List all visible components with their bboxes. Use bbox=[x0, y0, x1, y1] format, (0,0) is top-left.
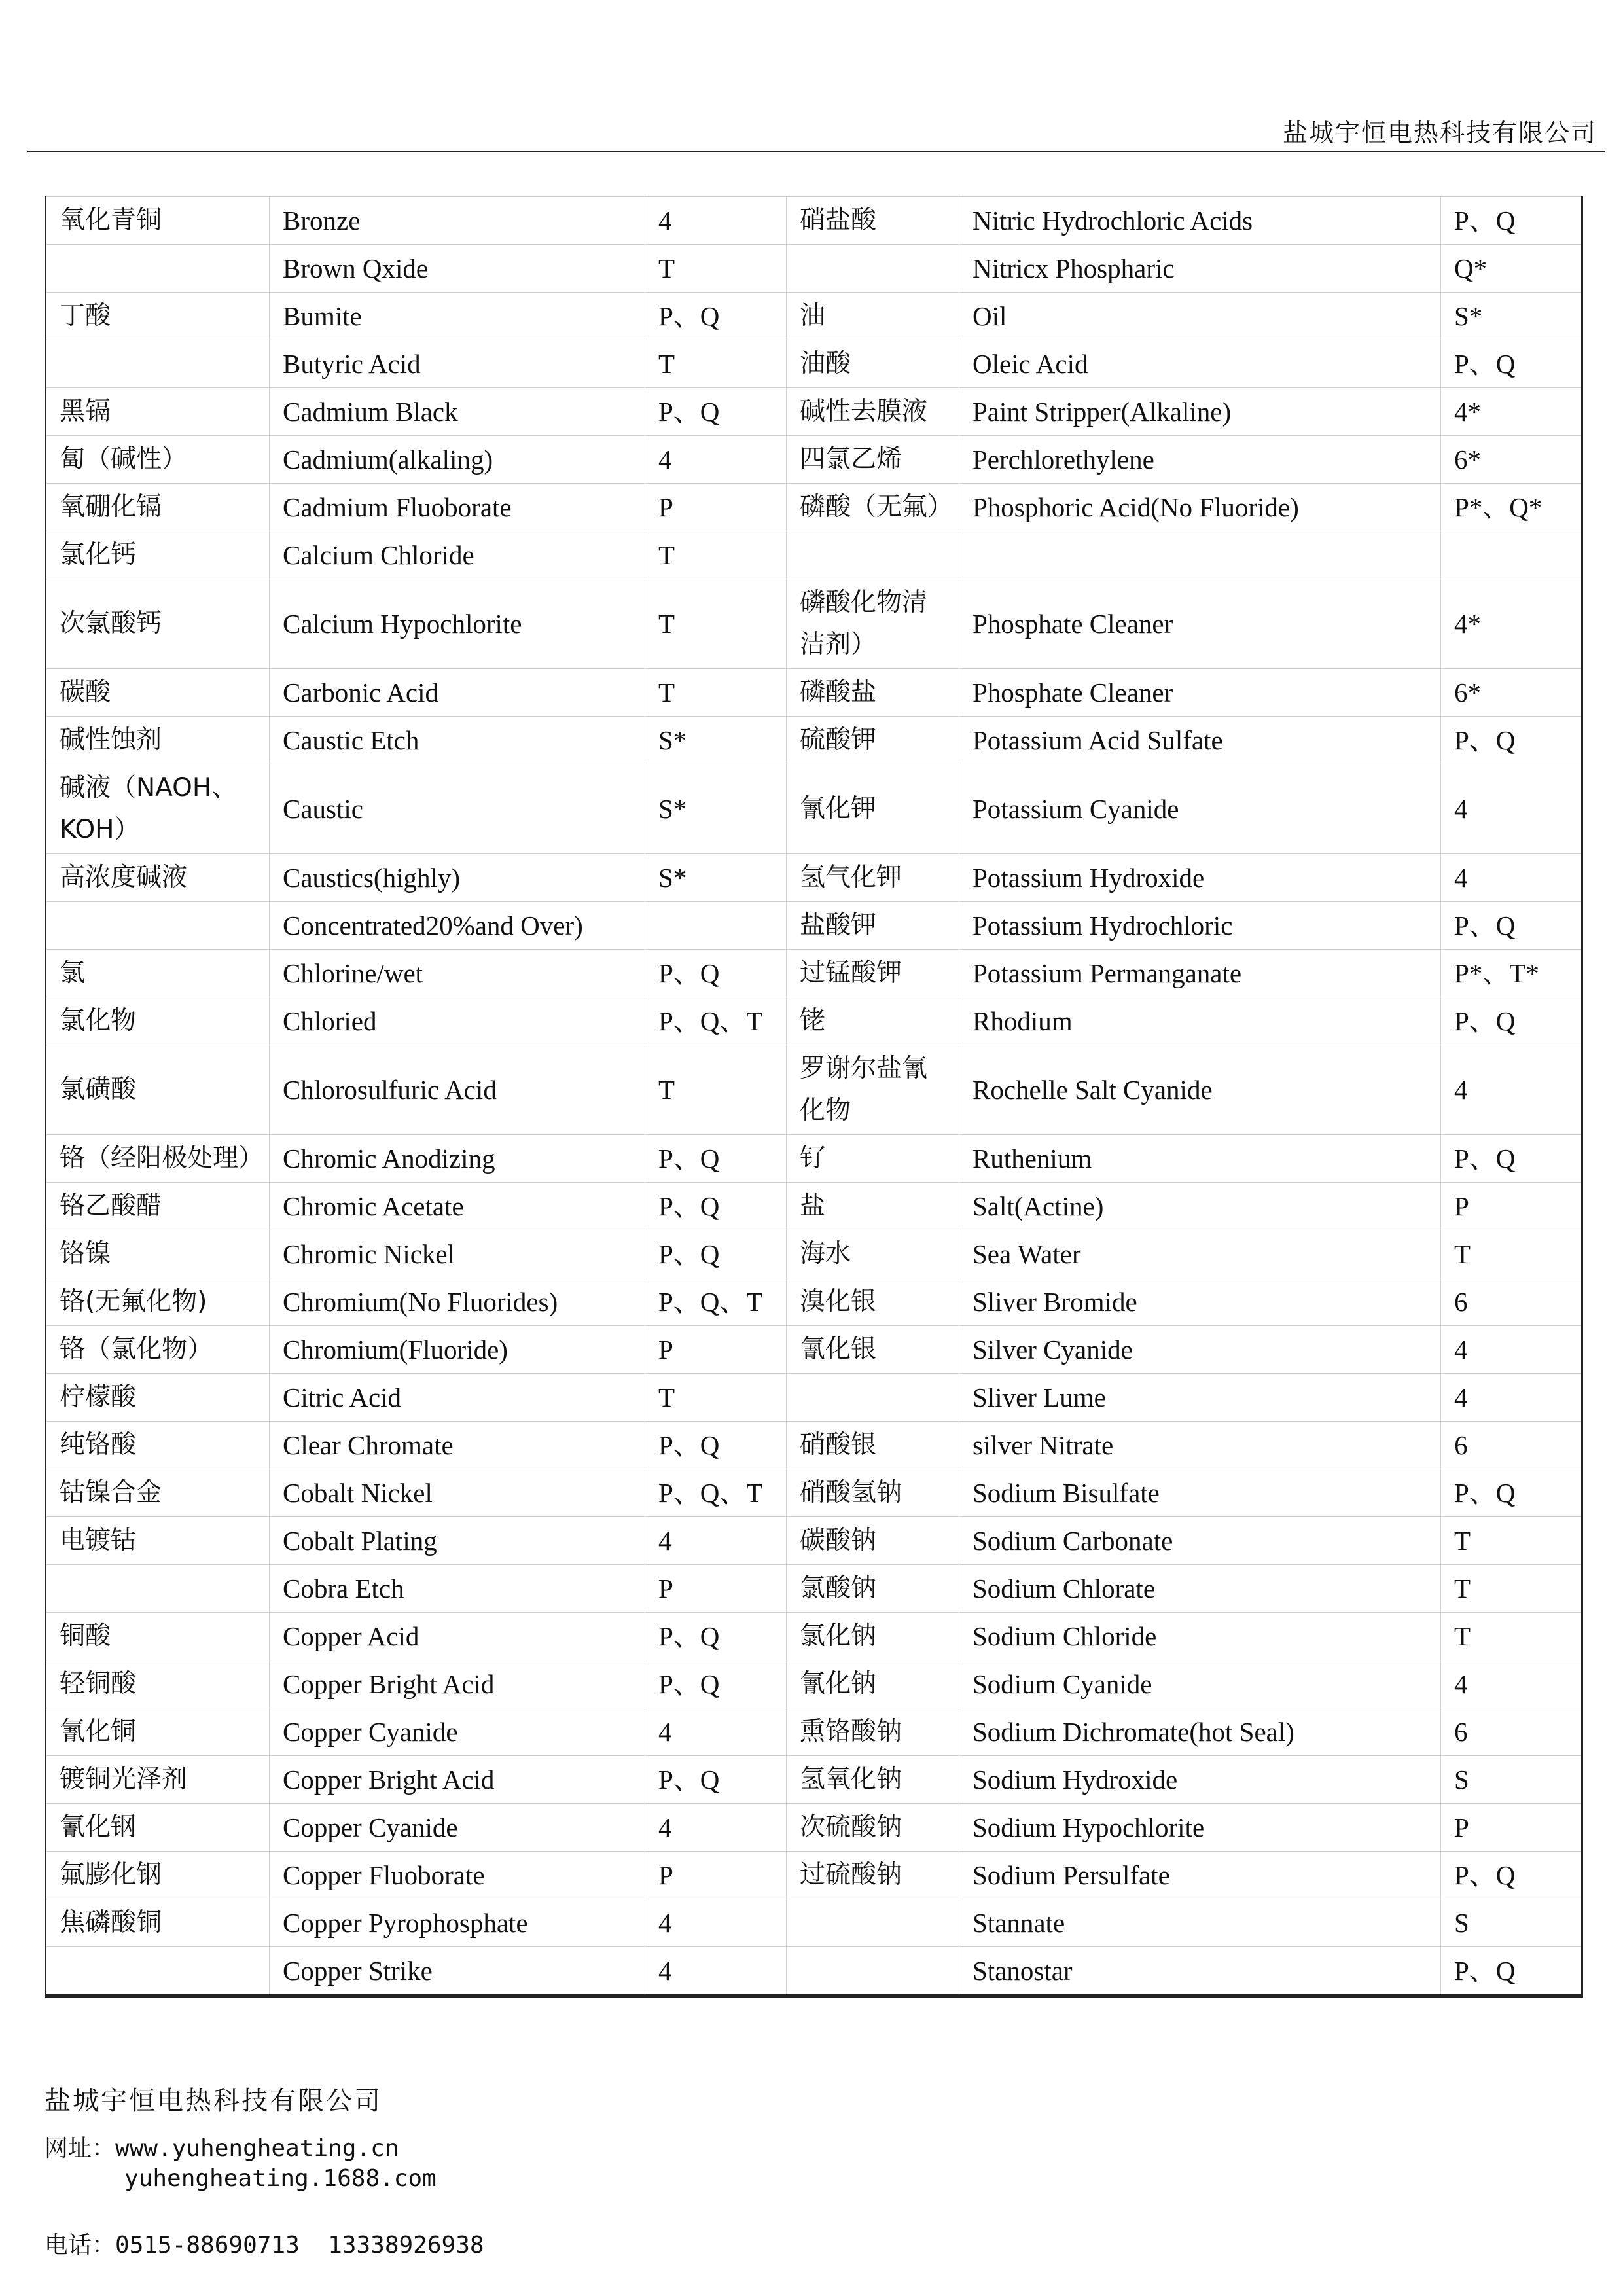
rating-left-cell: P bbox=[645, 484, 787, 531]
english-name-left-cell: Copper Bright Acid bbox=[270, 1756, 645, 1804]
english-name-right-cell: Rochelle Salt Cyanide bbox=[959, 1045, 1441, 1135]
english-name-right-cell: Potassium Acid Sulfate bbox=[959, 717, 1441, 764]
english-name-right-cell: Stanostar bbox=[959, 1947, 1441, 1996]
chinese-name-left-cell: 黑镉 bbox=[46, 388, 270, 436]
chinese-name-right-cell bbox=[787, 1899, 959, 1947]
rating-left-cell: P、Q、T bbox=[645, 1469, 787, 1517]
english-name-right-cell: Sliver Lume bbox=[959, 1374, 1441, 1422]
chinese-name-right-cell: 过锰酸钾 bbox=[787, 950, 959, 997]
english-name-right-cell: Sodium Bisulfate bbox=[959, 1469, 1441, 1517]
english-name-left-cell: Chromic Nickel bbox=[270, 1230, 645, 1278]
english-name-left-cell: Brown Qxide bbox=[270, 245, 645, 293]
rating-right-cell: S bbox=[1441, 1756, 1582, 1804]
chinese-name-left-cell bbox=[46, 1947, 270, 1996]
rating-right-cell: P、Q bbox=[1441, 997, 1582, 1045]
chinese-name-left-cell: 氟膨化钢 bbox=[46, 1852, 270, 1899]
table-row bbox=[46, 669, 1582, 717]
rating-right-cell: S bbox=[1441, 1899, 1582, 1947]
table-row bbox=[46, 484, 1582, 531]
chinese-name-left-cell: 铬（氯化物） bbox=[46, 1326, 270, 1374]
table-row bbox=[46, 902, 1582, 950]
table-row bbox=[46, 1517, 1582, 1565]
english-name-left-cell: Cadmium Fluoborate bbox=[270, 484, 645, 531]
english-name-left-cell: Calcium Chloride bbox=[270, 531, 645, 579]
rating-right-cell: P bbox=[1441, 1183, 1582, 1230]
chinese-name-right-cell bbox=[787, 1947, 959, 1996]
chinese-name-right-cell: 氯酸钠 bbox=[787, 1565, 959, 1613]
english-name-left-cell: Clear Chromate bbox=[270, 1422, 645, 1469]
chinese-name-left-cell: 铬乙酸醋 bbox=[46, 1183, 270, 1230]
english-name-left-cell: Caustic Etch bbox=[270, 717, 645, 764]
english-name-right-cell: Sliver Bromide bbox=[959, 1278, 1441, 1326]
english-name-right-cell: Sodium Cyanide bbox=[959, 1660, 1441, 1708]
chinese-name-left-cell: 铬镍 bbox=[46, 1230, 270, 1278]
english-name-right-cell: Potassium Cyanide bbox=[959, 764, 1441, 854]
rating-right-cell: 6 bbox=[1441, 1708, 1582, 1756]
english-name-left-cell: Copper Cyanide bbox=[270, 1804, 645, 1852]
chinese-name-right-cell: 氰化钠 bbox=[787, 1660, 959, 1708]
table-row bbox=[46, 388, 1582, 436]
table-row bbox=[46, 579, 1582, 669]
rating-right-cell: T bbox=[1441, 1230, 1582, 1278]
english-name-left-cell: Chloried bbox=[270, 997, 645, 1045]
table-row bbox=[46, 1422, 1582, 1469]
chinese-name-right-cell: 四氯乙烯 bbox=[787, 436, 959, 484]
rating-left-cell: P、Q bbox=[645, 388, 787, 436]
english-name-right-cell: Phosphoric Acid(No Fluoride) bbox=[959, 484, 1441, 531]
english-name-left-cell: Chlorosulfuric Acid bbox=[270, 1045, 645, 1135]
chinese-name-left-cell: 氯磺酸 bbox=[46, 1045, 270, 1135]
english-name-left-cell: Concentrated20%and Over) bbox=[270, 902, 645, 950]
table-row bbox=[46, 717, 1582, 764]
english-name-right-cell: Salt(Actine) bbox=[959, 1183, 1441, 1230]
chinese-name-left-cell: 匐（碱性） bbox=[46, 436, 270, 484]
rating-left-cell: P、Q bbox=[645, 1135, 787, 1183]
english-name-left-cell: Chromium(Fluoride) bbox=[270, 1326, 645, 1374]
rating-right-cell: P、Q bbox=[1441, 1135, 1582, 1183]
chinese-name-right-cell bbox=[787, 531, 959, 579]
rating-left-cell: P、Q bbox=[645, 1613, 787, 1660]
rating-left-cell: 4 bbox=[645, 197, 787, 245]
chinese-name-right-cell: 硝酸氢钠 bbox=[787, 1469, 959, 1517]
table-row bbox=[46, 1183, 1582, 1230]
chinese-name-left-cell bbox=[46, 1565, 270, 1613]
english-name-right-cell: Sodium Carbonate bbox=[959, 1517, 1441, 1565]
english-name-right-cell: Potassium Hydrochloric bbox=[959, 902, 1441, 950]
table-row bbox=[46, 1852, 1582, 1899]
rating-left-cell: T bbox=[645, 245, 787, 293]
rating-right-cell: P、Q bbox=[1441, 340, 1582, 388]
english-name-left-cell: Chlorine/wet bbox=[270, 950, 645, 997]
table-row bbox=[46, 1804, 1582, 1852]
english-name-left-cell: Chromium(No Fluorides) bbox=[270, 1278, 645, 1326]
chinese-name-left-cell: 铬(无氟化物) bbox=[46, 1278, 270, 1326]
chinese-name-left-cell: 铜酸 bbox=[46, 1613, 270, 1660]
english-name-left-cell: Bumite bbox=[270, 293, 645, 340]
table-row bbox=[46, 197, 1582, 245]
english-name-right-cell: Oil bbox=[959, 293, 1441, 340]
english-name-left-cell: Copper Acid bbox=[270, 1613, 645, 1660]
chinese-name-right-cell: 海水 bbox=[787, 1230, 959, 1278]
english-name-left-cell: Copper Cyanide bbox=[270, 1708, 645, 1756]
phone-number: 0515-88690713 13338926938 bbox=[115, 2232, 484, 2259]
chinese-name-left-cell: 氯 bbox=[46, 950, 270, 997]
rating-right-cell: S* bbox=[1441, 293, 1582, 340]
rating-right-cell: Q* bbox=[1441, 245, 1582, 293]
english-name-left-cell: Bronze bbox=[270, 197, 645, 245]
table-row bbox=[46, 1374, 1582, 1422]
website-link-1[interactable]: www.yuhengheating.cn bbox=[115, 2135, 399, 2162]
english-name-left-cell: Cobalt Nickel bbox=[270, 1469, 645, 1517]
english-name-right-cell: Potassium Hydroxide bbox=[959, 854, 1441, 902]
rating-left-cell: 4 bbox=[645, 1947, 787, 1996]
rating-left-cell: S* bbox=[645, 764, 787, 854]
footer-company-name: 盐城宇恒电热科技有限公司 bbox=[45, 2086, 382, 2116]
chinese-name-left-cell: 氯化钙 bbox=[46, 531, 270, 579]
header-company-name: 盐城宇恒电热科技有限公司 bbox=[1282, 118, 1597, 147]
rating-left-cell: P bbox=[645, 1852, 787, 1899]
chinese-name-right-cell: 硝盐酸 bbox=[787, 197, 959, 245]
chinese-name-left-cell: 氧硼化镉 bbox=[46, 484, 270, 531]
table-row bbox=[46, 1230, 1582, 1278]
data-table bbox=[45, 196, 1583, 1998]
rating-left-cell: P、Q bbox=[645, 1422, 787, 1469]
chinese-name-left-cell: 焦磷酸铜 bbox=[46, 1899, 270, 1947]
footer-phone-line bbox=[45, 2227, 484, 2260]
chinese-name-right-cell bbox=[787, 1374, 959, 1422]
rating-right-cell: 6 bbox=[1441, 1278, 1582, 1326]
chinese-name-right-cell: 氰化银 bbox=[787, 1326, 959, 1374]
english-name-left-cell: Cadmium(alkaling) bbox=[270, 436, 645, 484]
english-name-right-cell: Sodium Hydroxide bbox=[959, 1756, 1441, 1804]
chinese-name-right-cell: 氢氧化钠 bbox=[787, 1756, 959, 1804]
chinese-name-right-cell: 磷酸（无氟） bbox=[787, 484, 959, 531]
rating-left-cell: P bbox=[645, 1326, 787, 1374]
chinese-name-left-cell: 铬（经阳极处理） bbox=[46, 1135, 270, 1183]
rating-left-cell: P、Q bbox=[645, 293, 787, 340]
rating-left-cell: T bbox=[645, 1045, 787, 1135]
rating-left-cell: P、Q、T bbox=[645, 1278, 787, 1326]
website-label: 网址： bbox=[45, 2135, 116, 2162]
english-name-right-cell: Potassium Permanganate bbox=[959, 950, 1441, 997]
rating-left-cell: 4 bbox=[645, 1517, 787, 1565]
chinese-name-left-cell: 碱液（NAOH、KOH） bbox=[46, 764, 270, 854]
english-name-right-cell: Sodium Chlorate bbox=[959, 1565, 1441, 1613]
chinese-name-right-cell: 硫酸钾 bbox=[787, 717, 959, 764]
rating-left-cell: 4 bbox=[645, 1708, 787, 1756]
table-row bbox=[46, 245, 1582, 293]
chinese-name-right-cell bbox=[787, 245, 959, 293]
rating-right-cell: 4* bbox=[1441, 388, 1582, 436]
chinese-name-left-cell: 纯铬酸 bbox=[46, 1422, 270, 1469]
rating-right-cell: 4 bbox=[1441, 1045, 1582, 1135]
chinese-name-left-cell: 高浓度碱液 bbox=[46, 854, 270, 902]
chinese-name-left-cell bbox=[46, 245, 270, 293]
footer-website-line bbox=[45, 2130, 399, 2163]
table-row bbox=[46, 1708, 1582, 1756]
table-row bbox=[46, 1660, 1582, 1708]
chinese-name-left-cell: 丁酸 bbox=[46, 293, 270, 340]
rating-left-cell: P、Q bbox=[645, 1230, 787, 1278]
chinese-name-right-cell: 油酸 bbox=[787, 340, 959, 388]
chinese-name-left-cell: 碱性蚀剂 bbox=[46, 717, 270, 764]
table-row bbox=[46, 1135, 1582, 1183]
rating-left-cell: 4 bbox=[645, 1804, 787, 1852]
rating-right-cell: T bbox=[1441, 1517, 1582, 1565]
rating-right-cell: 4 bbox=[1441, 1326, 1582, 1374]
rating-left-cell: P、Q bbox=[645, 1183, 787, 1230]
english-name-left-cell: Cadmium Black bbox=[270, 388, 645, 436]
english-name-left-cell: Copper Strike bbox=[270, 1947, 645, 1996]
english-name-left-cell: Copper Fluoborate bbox=[270, 1852, 645, 1899]
english-name-right-cell: Silver Cyanide bbox=[959, 1326, 1441, 1374]
phone-label: 电话： bbox=[45, 2232, 116, 2259]
table-row bbox=[46, 293, 1582, 340]
chinese-name-right-cell: 铑 bbox=[787, 997, 959, 1045]
english-name-right-cell: Ruthenium bbox=[959, 1135, 1441, 1183]
table-row bbox=[46, 1278, 1582, 1326]
rating-right-cell bbox=[1441, 531, 1582, 579]
chinese-name-left-cell: 氰化钢 bbox=[46, 1804, 270, 1852]
rating-left-cell: T bbox=[645, 340, 787, 388]
english-name-left-cell: Caustics(highly) bbox=[270, 854, 645, 902]
rating-right-cell: 4* bbox=[1441, 579, 1582, 669]
rating-right-cell: P bbox=[1441, 1804, 1582, 1852]
chinese-name-right-cell: 过硫酸钠 bbox=[787, 1852, 959, 1899]
rating-right-cell: P、Q bbox=[1441, 902, 1582, 950]
footer-website-line-2 bbox=[124, 2165, 437, 2192]
english-name-right-cell: Sea Water bbox=[959, 1230, 1441, 1278]
english-name-right-cell: Stannate bbox=[959, 1899, 1441, 1947]
chinese-name-right-cell: 油 bbox=[787, 293, 959, 340]
rating-right-cell: P*、T* bbox=[1441, 950, 1582, 997]
rating-right-cell: P、Q bbox=[1441, 1469, 1582, 1517]
chinese-name-right-cell: 硝酸银 bbox=[787, 1422, 959, 1469]
chinese-name-left-cell: 镀铜光泽剂 bbox=[46, 1756, 270, 1804]
rating-left-cell: P、Q bbox=[645, 1660, 787, 1708]
english-name-right-cell: Nitricx Phospharic bbox=[959, 245, 1441, 293]
chinese-name-left-cell: 柠檬酸 bbox=[46, 1374, 270, 1422]
rating-right-cell: P、Q bbox=[1441, 1947, 1582, 1996]
table-row bbox=[46, 1045, 1582, 1135]
rating-right-cell: P、Q bbox=[1441, 1852, 1582, 1899]
english-name-right-cell: Perchlorethylene bbox=[959, 436, 1441, 484]
header-divider bbox=[27, 151, 1605, 152]
english-name-right-cell: Paint Stripper(Alkaline) bbox=[959, 388, 1441, 436]
table-row bbox=[46, 1326, 1582, 1374]
table-row bbox=[46, 436, 1582, 484]
chinese-name-right-cell: 磷酸化物清洁剂） bbox=[787, 579, 959, 669]
chinese-name-right-cell: 氯化钠 bbox=[787, 1613, 959, 1660]
english-name-left-cell: Cobalt Plating bbox=[270, 1517, 645, 1565]
rating-left-cell: T bbox=[645, 531, 787, 579]
english-name-right-cell: Phosphate Cleaner bbox=[959, 579, 1441, 669]
website-link-2[interactable]: yuhengheating.1688.com bbox=[124, 2165, 437, 2192]
table-row bbox=[46, 1899, 1582, 1947]
table-row bbox=[46, 854, 1582, 902]
english-name-right-cell: Sodium Chloride bbox=[959, 1613, 1441, 1660]
rating-right-cell: 4 bbox=[1441, 1660, 1582, 1708]
english-name-left-cell: Citric Acid bbox=[270, 1374, 645, 1422]
rating-left-cell: 4 bbox=[645, 1899, 787, 1947]
english-name-left-cell: Butyric Acid bbox=[270, 340, 645, 388]
english-name-right-cell: Phosphate Cleaner bbox=[959, 669, 1441, 717]
english-name-left-cell: Cobra Etch bbox=[270, 1565, 645, 1613]
rating-right-cell: P、Q bbox=[1441, 717, 1582, 764]
rating-right-cell: 4 bbox=[1441, 1374, 1582, 1422]
english-name-right-cell bbox=[959, 531, 1441, 579]
chinese-name-right-cell: 熏铬酸钠 bbox=[787, 1708, 959, 1756]
chinese-name-left-cell bbox=[46, 340, 270, 388]
chinese-name-left-cell: 钴镍合金 bbox=[46, 1469, 270, 1517]
chinese-name-right-cell: 碱性去膜液 bbox=[787, 388, 959, 436]
rating-right-cell: 4 bbox=[1441, 764, 1582, 854]
rating-left-cell: T bbox=[645, 1374, 787, 1422]
english-name-right-cell: Sodium Hypochlorite bbox=[959, 1804, 1441, 1852]
english-name-right-cell: Sodium Dichromate(hot Seal) bbox=[959, 1708, 1441, 1756]
table-row bbox=[46, 1947, 1582, 1996]
rating-right-cell: 4 bbox=[1441, 854, 1582, 902]
chinese-name-right-cell: 溴化银 bbox=[787, 1278, 959, 1326]
chinese-name-right-cell: 氰化钾 bbox=[787, 764, 959, 854]
table-row bbox=[46, 950, 1582, 997]
rating-left-cell: S* bbox=[645, 717, 787, 764]
rating-right-cell: T bbox=[1441, 1565, 1582, 1613]
english-name-left-cell: Chromic Acetate bbox=[270, 1183, 645, 1230]
chinese-name-left-cell: 氯化物 bbox=[46, 997, 270, 1045]
table-row bbox=[46, 340, 1582, 388]
english-name-right-cell: Rhodium bbox=[959, 997, 1441, 1045]
english-name-right-cell: silver Nitrate bbox=[959, 1422, 1441, 1469]
chinese-name-right-cell: 氢气化钾 bbox=[787, 854, 959, 902]
english-name-left-cell: Calcium Hypochlorite bbox=[270, 579, 645, 669]
rating-right-cell: P、Q bbox=[1441, 197, 1582, 245]
chinese-name-right-cell: 碳酸钠 bbox=[787, 1517, 959, 1565]
rating-left-cell: T bbox=[645, 669, 787, 717]
rating-left-cell: T bbox=[645, 579, 787, 669]
english-name-left-cell: Copper Bright Acid bbox=[270, 1660, 645, 1708]
english-name-left-cell: Chromic Anodizing bbox=[270, 1135, 645, 1183]
chinese-name-right-cell: 盐酸钾 bbox=[787, 902, 959, 950]
chinese-name-left-cell: 电镀钴 bbox=[46, 1517, 270, 1565]
english-name-left-cell: Copper Pyrophosphate bbox=[270, 1899, 645, 1947]
chinese-name-right-cell: 磷酸盐 bbox=[787, 669, 959, 717]
rating-right-cell: P*、Q* bbox=[1441, 484, 1582, 531]
chinese-name-right-cell: 盐 bbox=[787, 1183, 959, 1230]
english-name-right-cell: Nitric Hydrochloric Acids bbox=[959, 197, 1441, 245]
english-name-right-cell: Oleic Acid bbox=[959, 340, 1441, 388]
rating-right-cell: 6* bbox=[1441, 436, 1582, 484]
rating-left-cell: 4 bbox=[645, 436, 787, 484]
chemical-compatibility-table bbox=[45, 196, 1581, 1998]
table-row bbox=[46, 764, 1582, 854]
english-name-right-cell: Sodium Persulfate bbox=[959, 1852, 1441, 1899]
table-row bbox=[46, 1565, 1582, 1613]
chinese-name-left-cell: 碳酸 bbox=[46, 669, 270, 717]
table-row bbox=[46, 1613, 1582, 1660]
rating-right-cell: T bbox=[1441, 1613, 1582, 1660]
rating-right-cell: 6 bbox=[1441, 1422, 1582, 1469]
chinese-name-right-cell: 次硫酸钠 bbox=[787, 1804, 959, 1852]
chinese-name-right-cell: 钌 bbox=[787, 1135, 959, 1183]
rating-left-cell: P bbox=[645, 1565, 787, 1613]
chinese-name-left-cell: 氧化青铜 bbox=[46, 197, 270, 245]
chinese-name-left-cell: 氰化铜 bbox=[46, 1708, 270, 1756]
rating-left-cell: S* bbox=[645, 854, 787, 902]
chinese-name-left-cell bbox=[46, 902, 270, 950]
table-row bbox=[46, 1756, 1582, 1804]
table-row bbox=[46, 997, 1582, 1045]
chinese-name-right-cell: 罗谢尔盐氰化物 bbox=[787, 1045, 959, 1135]
table-body bbox=[46, 197, 1582, 1996]
rating-left-cell: P、Q、T bbox=[645, 997, 787, 1045]
chinese-name-left-cell: 轻铜酸 bbox=[46, 1660, 270, 1708]
chinese-name-left-cell: 次氯酸钙 bbox=[46, 579, 270, 669]
english-name-left-cell: Caustic bbox=[270, 764, 645, 854]
english-name-left-cell: Carbonic Acid bbox=[270, 669, 645, 717]
rating-left-cell: P、Q bbox=[645, 1756, 787, 1804]
rating-left-cell bbox=[645, 902, 787, 950]
rating-right-cell: 6* bbox=[1441, 669, 1582, 717]
rating-left-cell: P、Q bbox=[645, 950, 787, 997]
table-row bbox=[46, 531, 1582, 579]
table-row bbox=[46, 1469, 1582, 1517]
